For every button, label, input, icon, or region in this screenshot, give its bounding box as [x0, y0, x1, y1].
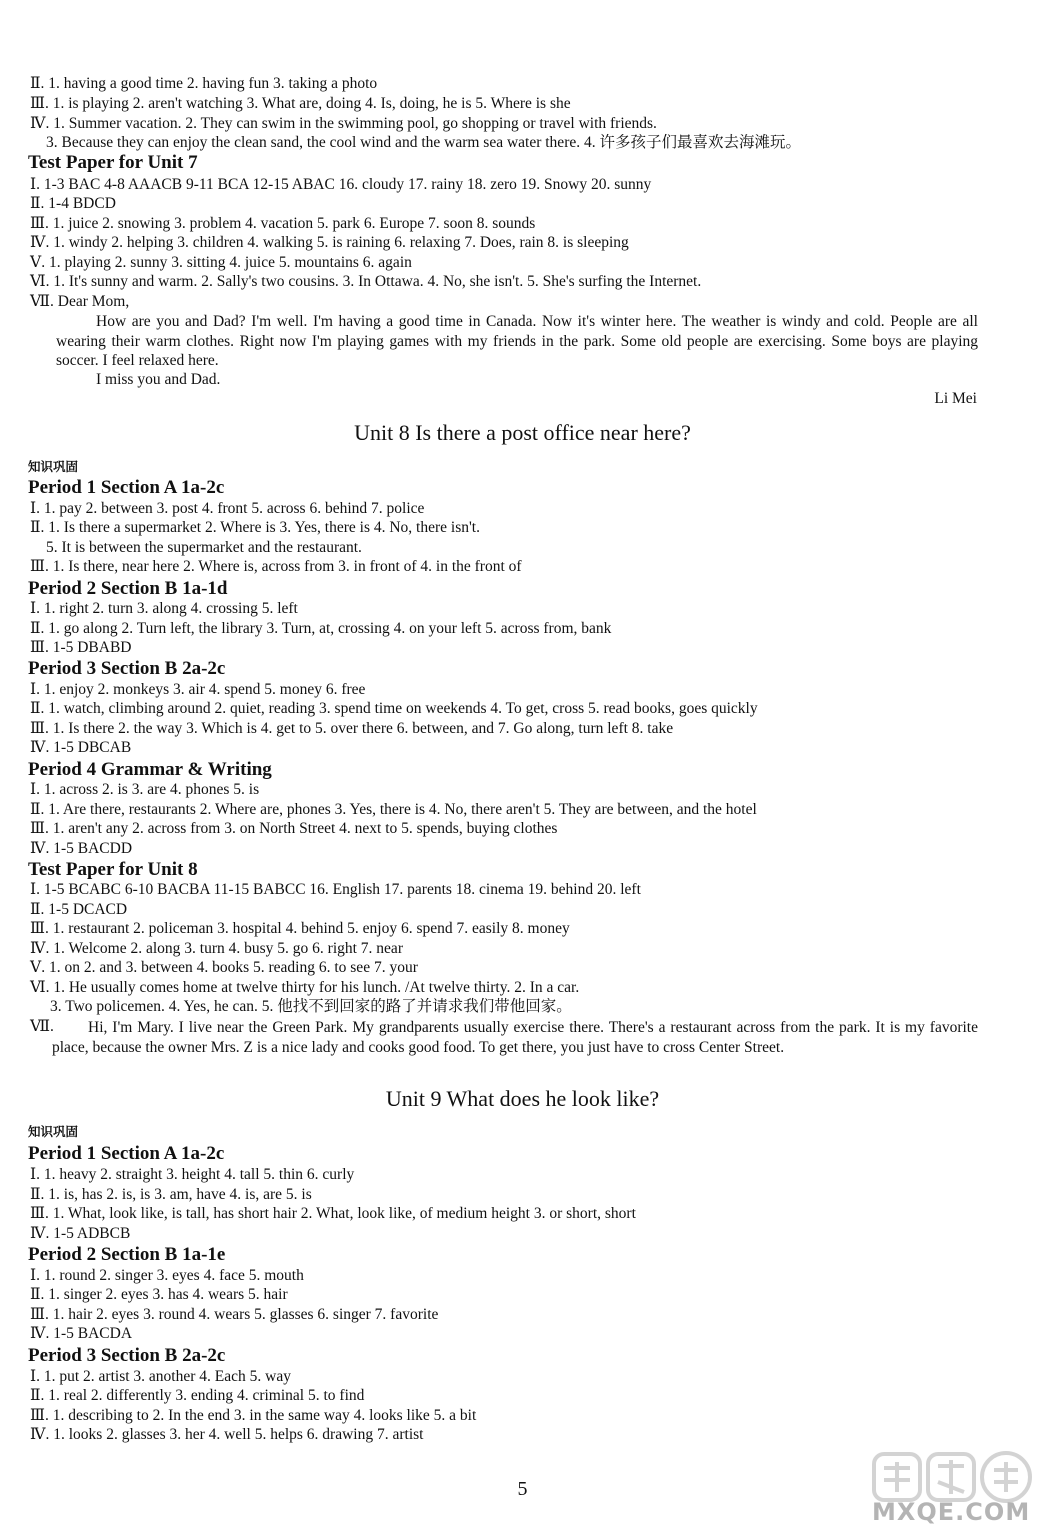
answer-line: Ⅲ. 1. Is there, near here 2. Where is, across from 3. in front of 4. in the front of — [30, 558, 522, 575]
unit-title: Unit 9 What does he look like? — [385, 1086, 660, 1111]
period-heading: Period 1 Section A 1a-2c — [28, 477, 225, 498]
answer-line: Ⅰ. 1. right 2. turn 3. along 4. crossing 5. left — [30, 600, 298, 617]
answer-line: Ⅰ. 1. pay 2. between 3. post 4. front 5. across 6. behind 7. police — [30, 500, 425, 517]
section-label: 知识巩固 — [28, 459, 79, 474]
answer-line: Ⅰ. 1. enjoy 2. monkeys 3. air 4. spend 5. money 6. free — [30, 681, 366, 698]
period-heading: Period 1 Section A 1a-2c — [28, 1143, 225, 1164]
answer-line: Ⅱ. 1. go along 2. Turn left, the library 3. Turn, at, crossing 4. on your left 5. across from, bank — [30, 620, 612, 637]
answer-line: Ⅵ. 1. He usually comes home at twelve thirty for his lunch. /At twelve thirty. 2. In a car. — [30, 979, 580, 996]
answer-line: Ⅰ. 1. round 2. singer 3. eyes 4. face 5. mouth — [30, 1267, 304, 1284]
answer-line: Ⅱ. 1. is, has 2. is, is 3. am, have 4. is, are 5. is — [30, 1186, 312, 1203]
answer-line: Ⅴ. 1. on 2. and 3. between 4. books 5. reading 6. to see 7. your — [30, 959, 418, 976]
answer-line: Ⅲ. 1. describing to 2. In the end 3. in the same way 4. looks like 5. a bit — [30, 1407, 477, 1424]
answer-line: Ⅱ. 1. having a good time 2. having fun 3. taking a photo — [30, 75, 378, 92]
section-heading: Test Paper for Unit 8 — [28, 859, 198, 880]
answer-line: Ⅲ. 1. is playing 2. aren't watching 3. What are, doing 4. Is, doing, he is 5. Where is she — [30, 95, 571, 112]
answer-line: Ⅰ. 1. put 2. artist 3. another 4. Each 5. way — [30, 1368, 291, 1385]
answer-line: Ⅲ. 1. What, look like, is tall, has short hair 2. What, look like, of medium height 3. or short, short — [30, 1205, 636, 1222]
period-heading: Period 3 Section B 2a-2c — [28, 1345, 226, 1366]
answer-line: Ⅱ. 1. watch, climbing around 2. quiet, reading 3. spend time on weekends 4. To get, cross 5. read books, goes quickly — [30, 700, 758, 717]
answer-line: Ⅳ. 1-5 ADBCB — [30, 1225, 131, 1242]
answer-line: 5. It is between the supermarket and the restaurant. — [46, 539, 362, 556]
letter-signature: Li Mei — [934, 390, 977, 407]
essay-body: Hi, I'm Mary. I live near the Green Park. My grandparents usually exercise there. There's a restaurant across from the park. It is my favorite place, because the owner Mrs. Z is a nice lady and cooks good food. To get there, you just have to cross Center Street. — [52, 1019, 978, 1056]
answer-line: Ⅱ. 1. Is there a supermarket 2. Where is 3. Yes, there is 4. No, there isn't. — [30, 519, 480, 536]
answer-line: Ⅳ. 1-5 BACDD — [30, 840, 133, 857]
answer-line: Ⅲ. 1. hair 2. eyes 3. round 4. wears 5. glasses 6. singer 7. favorite — [30, 1306, 439, 1323]
answer-line: Ⅱ. 1. Are there, restaurants 2. Where are, phones 3. Yes, there is 4. No, there aren't 5. They are between, and the hotel — [30, 801, 757, 818]
answer-line: Ⅳ. 1-5 DBCAB — [30, 739, 132, 756]
period-heading: Period 2 Section B 1a-1e — [28, 1244, 226, 1265]
page-number: 5 — [517, 1478, 528, 1500]
answer-line: Ⅲ. 1-5 DBABD — [30, 639, 132, 656]
answer-line: Ⅱ. 1. real 2. differently 3. ending 4. criminal 5. to find — [30, 1387, 365, 1404]
answer-line: Ⅰ. 1-3 BAC 4-8 AAACB 9-11 BCA 12-15 ABAC 16. cloudy 17. rainy 18. zero 19. Snowy 20. sunny — [30, 176, 652, 193]
answer-line: Ⅲ. 1. juice 2. snowing 3. problem 4. vacation 5. park 6. Europe 7. soon 8. sounds — [30, 215, 536, 232]
unit-title: Unit 8 Is there a post office near here? — [354, 420, 691, 445]
section-heading: Test Paper for Unit 7 — [28, 152, 198, 173]
answer-line: Ⅰ. 1. across 2. is 3. are 4. phones 5. is — [30, 781, 260, 798]
answer-line: Ⅳ. 1. looks 2. glasses 3. her 4. well 5. helps 6. drawing 7. artist — [30, 1426, 424, 1443]
answer-line: 3. Because they can enjoy the clean sand, the cool wind and the warm sea water there. 4. 许多孩子们最喜欢去海滩玩。 — [46, 134, 801, 151]
answer-line: Ⅲ. 1. Is there 2. the way 3. Which is 4. get to 5. over there 6. between, and 7. Go along, turn left 8. take — [30, 720, 674, 737]
answer-line: Ⅵ. 1. It's sunny and warm. 2. Sally's two cousins. 3. In Ottawa. 4. No, she isn't. 5. She's surfing the Internet. — [30, 273, 702, 290]
answer-line: 3. Two policemen. 4. Yes, he can. 5. 他找不到回家的路了并请求我们带他回家。 — [50, 998, 572, 1015]
answer-line: Ⅶ. Dear Mom, — [30, 293, 130, 310]
answer-line: Ⅳ. 1. Summer vacation. 2. They can swim in the swimming pool, go shopping or travel with friends. — [30, 115, 657, 132]
answer-line: Ⅴ. 1. playing 2. sunny 3. sitting 4. juice 5. mountains 6. again — [30, 254, 412, 271]
answer-line: Ⅲ. 1. aren't any 2. across from 3. on North Street 4. next to 5. spends, buying clothes — [30, 820, 558, 837]
answer-line: Ⅰ. 1. heavy 2. straight 3. height 4. tall 5. thin 6. curly — [30, 1166, 355, 1183]
section-label: 知识巩固 — [28, 1124, 79, 1139]
answer-line: Ⅳ. 1-5 BACDA — [30, 1325, 133, 1342]
period-heading: Period 3 Section B 2a-2c — [28, 658, 226, 679]
period-heading: Period 2 Section B 1a-1d — [28, 578, 228, 599]
letter-body: How are you and Dad? I'm well. I'm having a good time in Canada. Now it's winter here. The weather is windy and cold. People are all wearing their warm clothes. Right now I'm playing games with my friends in the park. Some old people are exercising. Some boys are playing soccer. I feel relaxed here. — [56, 313, 978, 369]
answer-line: Ⅳ. 1. windy 2. helping 3. children 4. walking 5. is raining 6. relaxing 7. Does, rain 8. is sleeping — [30, 234, 629, 251]
letter-closing: I miss you and Dad. — [96, 371, 221, 388]
answer-line: Ⅱ. 1-4 BDCD — [30, 195, 116, 212]
watermark-text: MXQE.COM — [872, 1498, 1031, 1526]
answer-line: Ⅳ. 1. Welcome 2. along 3. turn 4. busy 5. go 6. right 7. near — [30, 940, 403, 957]
answer-line: Ⅲ. 1. restaurant 2. policeman 3. hospital 4. behind 5. enjoy 6. spend 7. easily 8. money — [30, 920, 570, 937]
answer-line: Ⅰ. 1-5 BCABC 6-10 BACBA 11-15 BABCC 16. English 17. parents 18. cinema 19. behind 20. left — [30, 881, 641, 898]
answer-line: Ⅱ. 1-5 DCACD — [30, 901, 128, 918]
answer-label: Ⅶ. — [30, 1018, 54, 1035]
answer-line: Ⅱ. 1. singer 2. eyes 3. has 4. wears 5. hair — [30, 1286, 288, 1303]
period-heading: Period 4 Grammar & Writing — [28, 759, 272, 780]
